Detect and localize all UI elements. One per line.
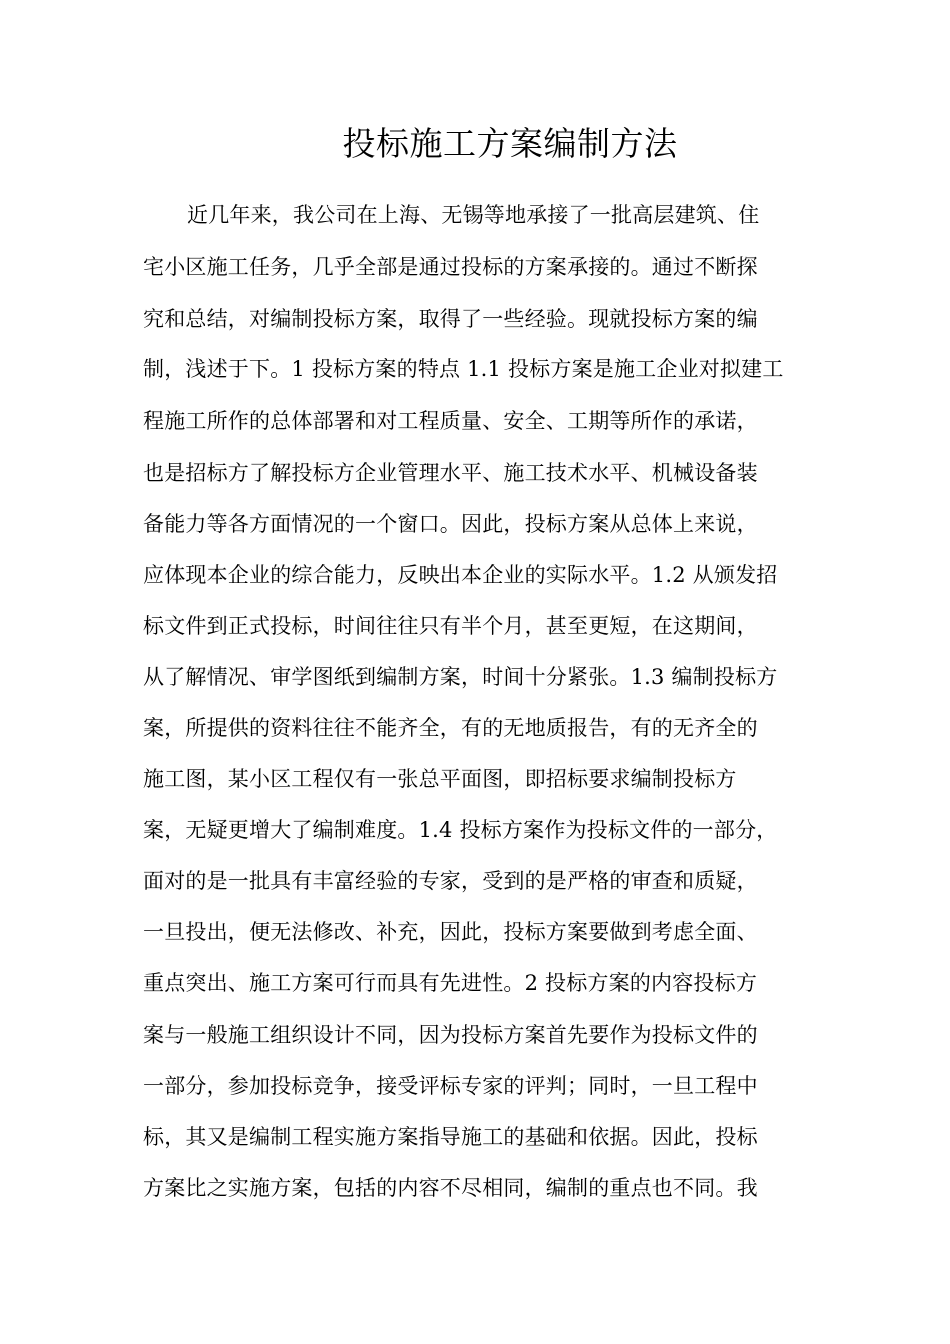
body-line: 标，其又是编制工程实施方案指导施工的基础和依据。因此，投标 bbox=[143, 1125, 758, 1149]
body-line: 从了解情况、审学图纸到编制方案，时间十分紧张。1.3 编制投标方 bbox=[143, 665, 778, 689]
body-line: 一旦投出，便无法修改、补充，因此，投标方案要做到考虑全面、 bbox=[143, 920, 758, 944]
body-line: 方案比之实施方案，包括的内容不尽相同，编制的重点也不同。我 bbox=[143, 1176, 758, 1200]
body-line: 面对的是一批具有丰富经验的专家，受到的是严格的审查和质疑， bbox=[143, 869, 758, 893]
body-line: 备能力等各方面情况的一个窗口。因此，投标方案从总体上来说， bbox=[143, 512, 758, 536]
body-line: 应体现本企业的综合能力，反映出本企业的实际水平。1.2 从颁发招 bbox=[143, 563, 778, 587]
body-line: 究和总结，对编制投标方案，取得了一些经验。现就投标方案的编 bbox=[143, 307, 758, 331]
body-line: 重点突出、施工方案可行而具有先进性。2 投标方案的内容投标方 bbox=[143, 971, 758, 995]
body-line: 宅小区施工任务，几乎全部是通过投标的方案承接的。通过不断探 bbox=[143, 255, 758, 279]
body-line: 也是招标方了解投标方企业管理水平、施工技术水平、机械设备装 bbox=[143, 461, 758, 485]
body-line: 案，无疑更增大了编制难度。1.4 投标方案作为投标文件的一部分， bbox=[143, 818, 778, 842]
body-line: 施工图，某小区工程仅有一张总平面图，即招标要求编制投标方 bbox=[143, 767, 737, 791]
body-line: 案与一般施工组织设计不同，因为投标方案首先要作为投标文件的 bbox=[143, 1023, 758, 1047]
body-line: 一部分，参加投标竞争，接受评标专家的评判；同时，一旦工程中 bbox=[143, 1074, 758, 1098]
body-line: 标文件到正式投标，时间往往只有半个月，甚至更短，在这期间， bbox=[143, 614, 758, 638]
body-line: 制，浅述于下。1 投标方案的特点 1.1 投标方案是施工企业对拟建工 bbox=[143, 357, 784, 381]
body-line: 案，所提供的资料往往不能齐全，有的无地质报告，有的无齐全的 bbox=[143, 716, 758, 740]
body-line: 程施工所作的总体部署和对工程质量、安全、工期等所作的承诺， bbox=[143, 409, 758, 433]
body-line: 近几年来，我公司在上海、无锡等地承接了一批高层建筑、住 bbox=[187, 203, 760, 227]
document-title: 投标施工方案编制方法 bbox=[342, 124, 678, 163]
